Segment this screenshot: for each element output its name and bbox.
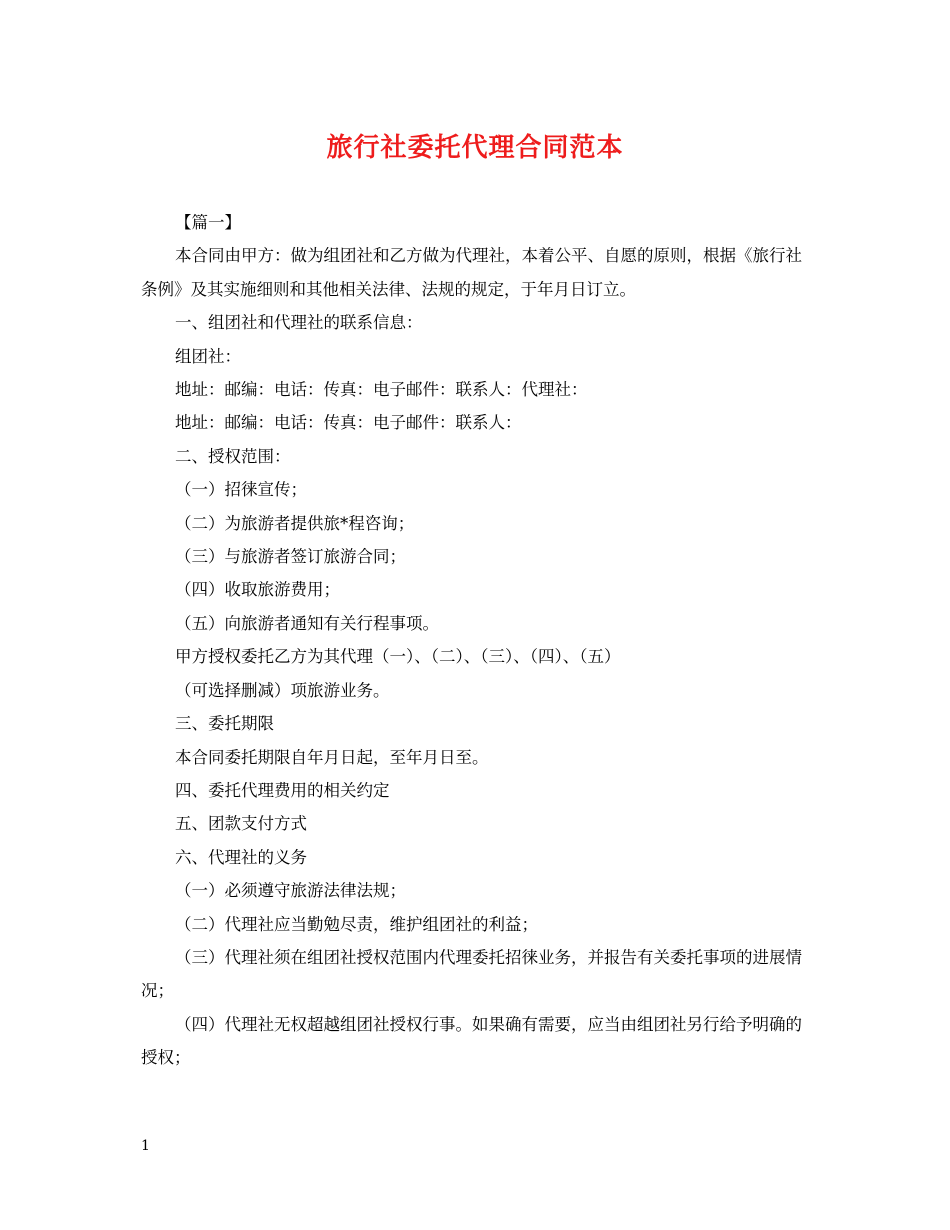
paragraph-12: （五）向旅游者通知有关行程事项。 [175,613,439,633]
page-number: 1 [141,1138,150,1154]
paragraph-23: （四）代理社无权超越组团社授权行事。如果确有需要，应当由组团社另行给予明确的授权； [141,1014,802,1068]
paragraph-6: 地址：邮编：电话：传真：电子邮件：联系人： [175,413,522,433]
paragraph-22: （三）代理社须在组团社授权范围内代理委托招徕业务，并报告有关委托事项的进展情况； [141,947,802,1001]
paragraph-17: 四、委托代理费用的相关约定 [175,780,390,800]
paragraph-18: 五、团款支付方式 [175,814,307,834]
paragraph-1: 【篇一】 [175,213,241,232]
paragraph-4: 组团社： [175,346,241,366]
paragraph-5: 地址：邮编：电话：传真：电子邮件：联系人：代理社： [175,380,588,400]
paragraph-7: 二、授权范围： [175,446,291,466]
paragraph-10: （三）与旅游者签订旅游合同； [175,547,406,567]
paragraph-11: （四）收取旅游费用； [175,580,340,600]
paragraph-3: 一、组团社和代理社的联系信息： [175,313,423,333]
document-title: 旅行社委托代理合同范本 [326,133,624,163]
paragraph-2: 本合同由甲方：做为组团社和乙方做为代理社，本着公平、自愿的原则，根据《旅行社条例》及其实施细则和其他相关法律、法规的规定，于年月日订立。 [141,246,802,299]
paragraph-14: （可选择删减）项旅游业务。 [175,680,390,700]
paragraph-16: 本合同委托期限自年月日起，至年月日至。 [175,747,489,767]
paragraph-21: （二）代理社应当勤勉尽责，维护组团社的利益； [175,914,538,934]
paragraph-9: （二）为旅游者提供旅*程咨询； [175,513,415,533]
paragraph-15: 三、委托期限 [175,714,274,734]
paragraph-13: 甲方授权委托乙方为其代理（一）、（二）、（三）、（四）、（五） [175,647,621,667]
paragraph-19: 六、代理社的义务 [175,847,307,867]
document-body [141,206,813,1075]
paragraph-8: （一）招徕宣传； [175,480,307,500]
paragraph-20: （一）必须遵守旅游法律法规； [175,881,406,901]
